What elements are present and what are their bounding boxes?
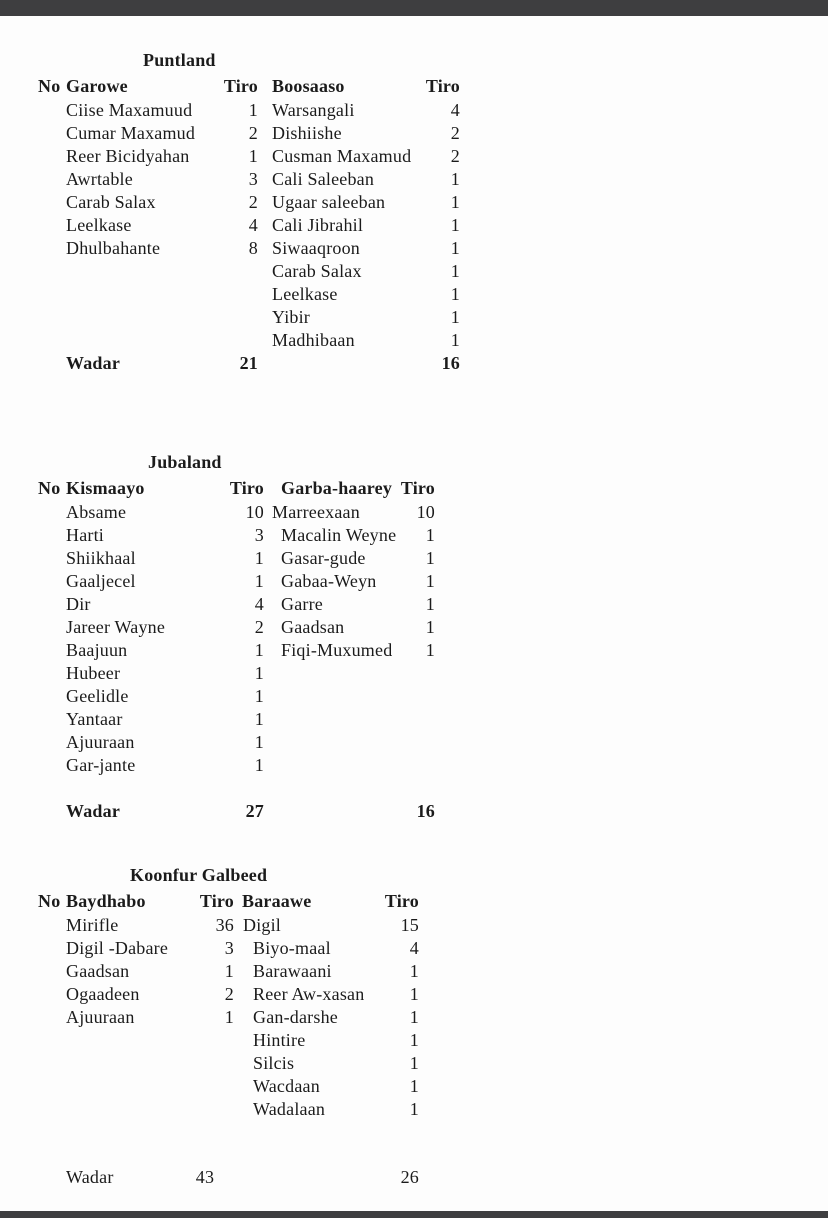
section-title: Puntland	[143, 50, 216, 70]
clan-tiro-1	[176, 1075, 234, 1098]
clan-tiro-2: 2	[450, 146, 460, 166]
clan-name-1: Ajuuraan	[66, 732, 135, 752]
clan-tiro-2: 1	[425, 640, 435, 660]
row-no	[38, 99, 66, 122]
header-city-1: Baydhabo	[66, 891, 146, 911]
clan-tiro-1: 3	[224, 938, 234, 958]
clan-name-2: Digil	[243, 915, 282, 935]
clan-tiro-1: 1	[254, 640, 264, 660]
clan-tiro-2: 1	[450, 307, 460, 327]
clan-tiro-1: 3	[248, 169, 258, 189]
total-row	[38, 1166, 478, 1189]
clan-tiro-1: 1	[224, 1007, 234, 1027]
clan-name-2: Hintire	[253, 1030, 306, 1050]
clan-tiro-1	[176, 1098, 234, 1121]
clan-tiro-1	[176, 1052, 234, 1075]
table-header-row	[38, 475, 478, 501]
header-tiro-1: Tiro	[229, 478, 264, 498]
section-koonfur-galbeed	[38, 863, 478, 1189]
table-header-row	[38, 888, 478, 914]
clan-tiro-2: 1	[409, 1030, 419, 1050]
clan-name-2: Wadalaan	[253, 1099, 326, 1119]
header-city-2: Baraawe	[242, 891, 312, 911]
total-tiro-1: 43	[195, 1167, 215, 1187]
clan-name-1: Gar-jante	[66, 755, 136, 775]
table-row	[38, 1029, 478, 1052]
clan-name-1: Cumar Maxamud	[66, 123, 196, 143]
clan-name-1: Reer Bicidyahan	[66, 146, 190, 166]
viewer-bottom-bar	[0, 1211, 828, 1218]
clan-tiro-1	[218, 306, 258, 329]
section-puntland	[38, 48, 478, 375]
clan-name-2	[264, 754, 397, 777]
clan-tiro-1: 1	[254, 755, 264, 775]
table-row	[38, 937, 478, 960]
clan-name-1: Absame	[66, 502, 127, 522]
clan-name-1: Shiikhaal	[66, 548, 136, 568]
clan-name-1: Hubeer	[66, 663, 121, 683]
clan-tiro-2: 15	[400, 915, 419, 935]
clan-tiro-2: 10	[416, 502, 435, 522]
clan-tiro-2: 1	[425, 594, 435, 614]
header-tiro-2: Tiro	[425, 76, 460, 96]
total-spacer	[258, 352, 412, 375]
row-no	[38, 754, 66, 777]
clan-name-2: Gasar-gude	[281, 548, 366, 568]
clan-tiro-2: 1	[425, 617, 435, 637]
clan-name-2	[264, 731, 397, 754]
clan-tiro-2	[397, 754, 435, 777]
row-no	[38, 800, 66, 823]
clan-name-1	[66, 260, 218, 283]
table-row	[38, 570, 478, 593]
table-row	[38, 662, 478, 685]
clan-name-1: Yantaar	[66, 709, 123, 729]
clan-name-1	[66, 306, 218, 329]
row-no	[38, 191, 66, 214]
clan-tiro-2: 1	[409, 1076, 419, 1096]
clan-name-2: Warsangali	[272, 100, 355, 120]
table-row	[38, 685, 478, 708]
section-title: Jubaland	[148, 452, 222, 472]
clan-tiro-1: 3	[254, 525, 264, 545]
viewer-top-bar	[0, 0, 828, 16]
clan-name-2: Cali Saleeban	[272, 169, 375, 189]
table-row	[38, 168, 478, 191]
header-no: No	[38, 478, 61, 498]
table-row	[38, 237, 478, 260]
clan-name-2	[264, 662, 397, 685]
row-no	[38, 593, 66, 616]
clan-tiro-1	[218, 329, 258, 352]
clan-name-2	[264, 708, 397, 731]
row-no	[38, 214, 66, 237]
clan-name-2: Marreexaan	[272, 502, 360, 522]
clan-name-1	[66, 1098, 176, 1121]
clan-name-2: Cusman Maxamud	[272, 146, 412, 166]
clan-tiro-1: 1	[254, 686, 264, 706]
clan-tiro-1: 4	[248, 215, 258, 235]
row-no	[38, 685, 66, 708]
table-row	[38, 191, 478, 214]
clan-name-2: Carab Salax	[272, 261, 362, 281]
clan-name-1: Ogaadeen	[66, 984, 140, 1004]
clan-name-1: Jareer Wayne	[66, 617, 166, 637]
table-row	[38, 501, 478, 524]
clan-name-2: Wacdaan	[253, 1076, 320, 1096]
row-no	[38, 501, 66, 524]
row-no	[38, 1098, 66, 1121]
clan-name-1: Dir	[66, 594, 91, 614]
header-no: No	[38, 76, 61, 96]
clan-name-2: Reer Aw-xasan	[253, 984, 365, 1004]
table-row	[38, 524, 478, 547]
clan-name-1: Leelkase	[66, 215, 132, 235]
clan-tiro-1	[218, 260, 258, 283]
clan-name-1: Geelidle	[66, 686, 129, 706]
clan-name-2: Madhibaan	[272, 330, 355, 350]
spacer	[38, 1121, 478, 1166]
clan-name-2: Siwaaqroon	[272, 238, 360, 258]
row-no	[38, 1052, 66, 1075]
clan-name-1: Carab Salax	[66, 192, 156, 212]
clan-name-1	[66, 1052, 176, 1075]
clan-tiro-2: 1	[425, 571, 435, 591]
clan-name-2: Ugaar saleeban	[272, 192, 386, 212]
clan-name-2: Gabaa-Weyn	[281, 571, 377, 591]
clan-name-2: Dishiishe	[272, 123, 342, 143]
row-no	[38, 708, 66, 731]
clan-name-1: Ajuuraan	[66, 1007, 135, 1027]
clan-tiro-2: 1	[450, 192, 460, 212]
clan-name-2: Fiqi-Muxumed	[281, 640, 393, 660]
row-no	[38, 1166, 66, 1189]
clan-name-1	[66, 329, 218, 352]
total-row	[38, 800, 478, 823]
clan-tiro-2: 1	[450, 261, 460, 281]
clan-name-1: Harti	[66, 525, 104, 545]
table-row	[38, 914, 478, 937]
clan-name-1: Gaadsan	[66, 961, 130, 981]
total-spacer	[234, 1166, 369, 1189]
table-row	[38, 731, 478, 754]
row-no	[38, 639, 66, 662]
table-row	[38, 754, 478, 777]
clan-tiro-2: 4	[450, 100, 460, 120]
clan-tiro-1: 8	[248, 238, 258, 258]
row-no	[38, 329, 66, 352]
clan-tiro-2: 1	[425, 548, 435, 568]
clan-name-1: Ciise Maxamuud	[66, 100, 193, 120]
row-no	[38, 570, 66, 593]
table-row	[38, 122, 478, 145]
clan-tiro-2: 1	[450, 330, 460, 350]
header-city-2: Boosaaso	[272, 76, 345, 96]
table-row	[38, 99, 478, 122]
clan-tiro-2	[397, 731, 435, 754]
total-label: Wadar	[66, 353, 121, 373]
clan-tiro-2: 4	[409, 938, 419, 958]
clan-name-2: Leelkase	[272, 284, 338, 304]
clan-name-2	[264, 685, 397, 708]
row-no	[38, 524, 66, 547]
total-row	[38, 352, 478, 375]
row-no	[38, 237, 66, 260]
header-tiro-2: Tiro	[400, 478, 435, 498]
clan-tiro-1: 10	[245, 502, 264, 522]
clan-tiro-1: 2	[224, 984, 234, 1004]
row-no	[38, 306, 66, 329]
clan-tiro-1: 4	[254, 594, 264, 614]
clan-tiro-1	[218, 283, 258, 306]
clan-tiro-1: 2	[254, 617, 264, 637]
total-tiro-1: 27	[245, 801, 264, 821]
clan-tiro-1: 36	[215, 915, 234, 935]
table-row	[38, 1075, 478, 1098]
clan-name-2: Barawaani	[253, 961, 332, 981]
table-row	[38, 983, 478, 1006]
total-tiro-1: 21	[239, 353, 258, 373]
row-no	[38, 1006, 66, 1029]
row-no	[38, 1029, 66, 1052]
clan-name-1: Gaaljecel	[66, 571, 136, 591]
clan-name-2: Cali Jibrahil	[272, 215, 364, 235]
clan-tiro-1: 1	[254, 548, 264, 568]
clan-tiro-2: 1	[450, 238, 460, 258]
row-no	[38, 937, 66, 960]
total-spacer	[264, 800, 397, 823]
clan-tiro-2: 2	[450, 123, 460, 143]
clan-tiro-2: 1	[409, 1099, 419, 1119]
clan-name-2: Yibir	[272, 307, 311, 327]
clan-name-1: Baajuun	[66, 640, 128, 660]
header-no: No	[38, 891, 61, 911]
clan-tiro-2: 1	[409, 1053, 419, 1073]
clan-name-2: Gan-darshe	[253, 1007, 338, 1027]
row-no	[38, 260, 66, 283]
total-label: Wadar	[66, 801, 121, 821]
clan-name-2: Biyo-maal	[253, 938, 331, 958]
row-no	[38, 662, 66, 685]
clan-tiro-2: 1	[425, 525, 435, 545]
clan-tiro-1: 1	[224, 961, 234, 981]
clan-tiro-2	[397, 685, 435, 708]
clan-name-1: Dhulbahante	[66, 238, 161, 258]
clan-tiro-1: 2	[248, 192, 258, 212]
clan-name-2: Garre	[281, 594, 323, 614]
table-row	[38, 708, 478, 731]
clan-name-1: Digil -Dabare	[66, 938, 169, 958]
row-no	[38, 352, 66, 375]
clan-name-2: Macalin Weyne	[281, 525, 397, 545]
row-no	[38, 983, 66, 1006]
row-no	[38, 1075, 66, 1098]
section-jubaland	[38, 450, 478, 823]
table-row	[38, 593, 478, 616]
section-title: Koonfur Galbeed	[130, 865, 268, 885]
row-no	[38, 283, 66, 306]
total-tiro-2: 16	[441, 353, 460, 373]
clan-tiro-2: 1	[450, 169, 460, 189]
clan-name-2: Gaadsan	[281, 617, 345, 637]
clan-name-1: Mirifle	[66, 915, 119, 935]
clan-tiro-2: 1	[450, 284, 460, 304]
table-row	[38, 306, 478, 329]
table-row	[38, 214, 478, 237]
clan-tiro-1: 1	[254, 663, 264, 683]
clan-tiro-2	[397, 662, 435, 685]
clan-name-1	[66, 1075, 176, 1098]
row-no	[38, 122, 66, 145]
clan-tiro-2: 1	[409, 961, 419, 981]
clan-tiro-2	[397, 708, 435, 731]
header-city-1: Kismaayo	[66, 478, 145, 498]
row-no	[38, 547, 66, 570]
header-tiro-2: Tiro	[384, 891, 419, 911]
row-no	[38, 168, 66, 191]
table-row	[38, 1052, 478, 1075]
clan-tiro-2: 1	[409, 1007, 419, 1027]
clan-tiro-1: 1	[248, 100, 258, 120]
table-row	[38, 260, 478, 283]
clan-name-2: Silcis	[253, 1053, 295, 1073]
clan-name-1: Awrtable	[66, 169, 133, 189]
table-row	[38, 145, 478, 168]
row-no	[38, 145, 66, 168]
header-tiro-1: Tiro	[223, 76, 258, 96]
clan-tiro-1: 1	[248, 146, 258, 166]
row-no	[38, 914, 66, 937]
table-row	[38, 1098, 478, 1121]
table-row	[38, 547, 478, 570]
table-row	[38, 1006, 478, 1029]
clan-tiro-1: 1	[254, 709, 264, 729]
clan-name-1	[66, 1029, 176, 1052]
row-no	[38, 616, 66, 639]
clan-tiro-1: 2	[248, 123, 258, 143]
table-row	[38, 283, 478, 306]
clan-tiro-1	[176, 1029, 234, 1052]
clan-tiro-2: 1	[409, 984, 419, 1004]
header-city-2: Garba-haarey	[281, 478, 393, 498]
total-label: Wadar	[66, 1167, 114, 1187]
spacer	[38, 777, 478, 800]
table-row	[38, 329, 478, 352]
row-no	[38, 731, 66, 754]
table-header-row	[38, 73, 478, 99]
header-tiro-1: Tiro	[199, 891, 234, 911]
clan-tiro-1: 1	[254, 571, 264, 591]
row-no	[38, 960, 66, 983]
header-city-1: Garowe	[66, 76, 128, 96]
table-row	[38, 960, 478, 983]
table-row	[38, 616, 478, 639]
clan-tiro-1: 1	[254, 732, 264, 752]
total-tiro-2: 16	[416, 801, 435, 821]
clan-name-1	[66, 283, 218, 306]
table-row	[38, 639, 478, 662]
clan-tiro-2: 1	[450, 215, 460, 235]
total-tiro-2: 26	[400, 1167, 419, 1187]
